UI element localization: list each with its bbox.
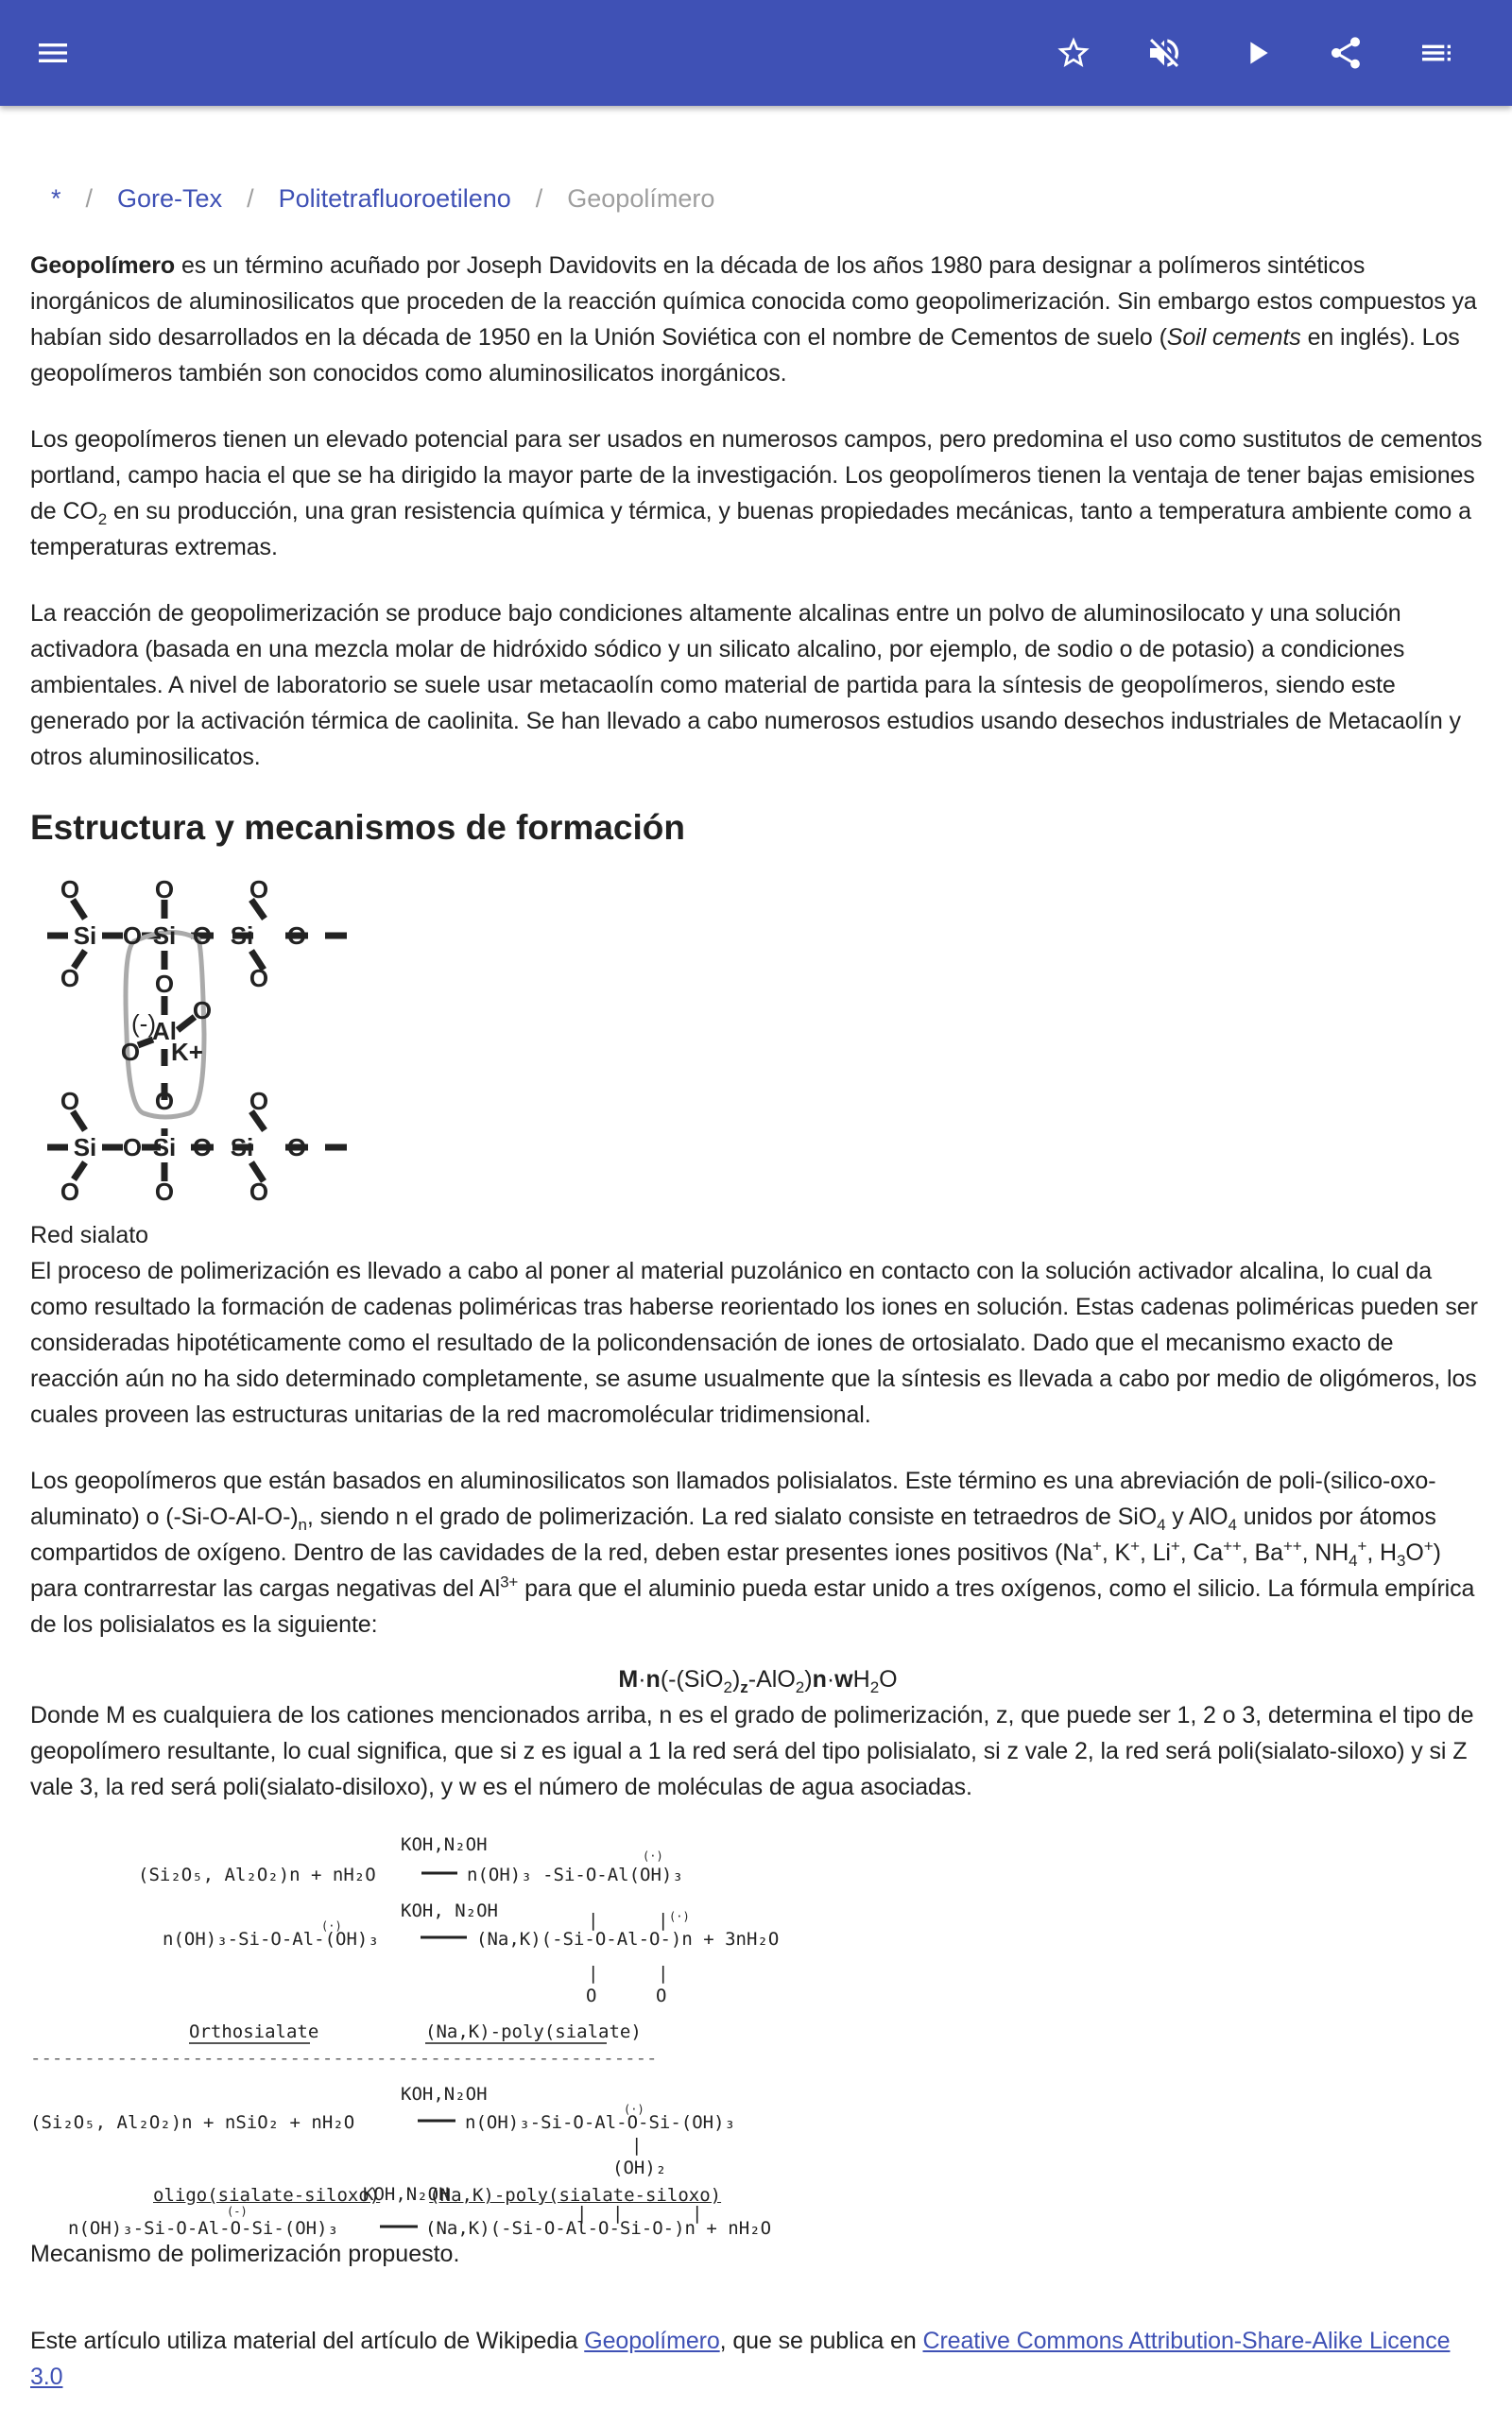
breadcrumb [30,170,1486,227]
svg-text:O: O [154,875,175,903]
favorite-button[interactable] [1047,26,1100,79]
breadcrumb-home[interactable]: * [51,183,61,213]
breadcrumb-politetrafluoroetileno[interactable]: Politetrafluoroetileno [278,183,511,213]
figure-caption-sialate: Red sialato [30,1222,149,1248]
menu-button[interactable] [26,26,79,79]
svg-text:O: O [192,1133,213,1161]
svg-text:O: O [656,1986,667,2006]
svg-text:(·): (·) [321,1919,342,1933]
empirical-formula: $M\cdot n(-(SiO_2)_z-AlO_2)n\cdot wH_2O$ [618,1666,898,1696]
svg-text:(·): (·) [624,2103,644,2116]
svg-text:O: O [586,1986,597,2006]
section-heading: Estructura y mecanismos de formación [30,808,685,847]
svg-text:O: O [154,1178,175,1206]
svg-text:O: O [249,964,269,992]
polysialate-paragraph: Los geopolímeros que están basados en aluminosilicatos son llamados polisialatos. Este término es una abreviación de poli-(silico-oxo-aluminato) o $(-Si-O-Al-O-)_n$, siendo n el grado de polimerización. La red sialato consiste en tetraedros de SiO$_4$ y AlO$_4$ unidos por átomos compartidos de oxígeno. Dentro de las cavidades de la red, deben estar presentes iones positivos (Na+, K+, Li+, Ca++, Ba++, $NH_4^+$, $H_3O^+$) para contrarrestar las cargas negativas del $Al^{3+}$ para que el aluminio pueda estar unido a tres oxígenos, como el silicio. La fórmula empírica de los polisialatos es la siguiente: [30,1468,1475,1638]
svg-text:Si: Si [230,921,254,950]
svg-text:O: O [120,1038,141,1066]
uses-paragraph: Los geopolímeros tienen un elevado potencial para ser usados en numerosos campos, pero predomina el uso como sustitutos de cementos portland, campo hacia el que se ha dirigido la mayor parte de la investigación. Los geopolímeros tienen la ventaja de tener bajas emisiones de $CO_2$ en su producción, una gran resistencia química y térmica, y buenas propiedades mecánicas, tanto a temperatura ambiente como a temperaturas extremas. [30,426,1483,560]
star-outline-icon [1055,34,1092,72]
svg-text:(·): (·) [669,1910,690,1923]
play-button[interactable] [1230,26,1283,79]
svg-text:|: | [588,1963,599,1984]
play-icon [1238,34,1276,72]
mute-button[interactable] [1138,26,1191,79]
volume-off-icon [1145,34,1183,72]
toc-icon [1418,34,1455,72]
svg-text:O: O [286,1133,307,1161]
breadcrumb-separator: / [247,183,254,213]
license-link[interactable]: Creative Commons Attribution-Share-Alike Licence 3.0 [30,2328,1451,2390]
svg-text:|: | [692,2203,703,2224]
svg-text:O: O [192,996,213,1024]
svg-text:O: O [122,1133,143,1161]
svg-text:KOH, N₂OH: KOH, N₂OH [401,1900,498,1921]
svg-text:n(OH)₃-Si-O-Al-O-Si-(OH)₃: n(OH)₃-Si-O-Al-O-Si-(OH)₃ [68,2218,338,2239]
svg-text:(Si₂O₅, Al₂O₂)n + nH₂O: (Si₂O₅, Al₂O₂)n + nH₂O [138,1865,376,1885]
article-content [30,106,1486,2425]
share-icon [1327,34,1365,72]
wikipedia-article-link[interactable]: Geopolímero [584,2328,720,2354]
formula-explanation-paragraph: Donde M es cualquiera de los cationes mencionados arriba, n es el grado de polimerización, z, que puede ser 1, 2 o 3, determina el tipo de geopolímero resultante, lo cual significa, que si z es igual a 1 la red será del tipo polisialato, si z vale 2, la red será poli(sialato-siloxo) y si Z vale 3, la red será poli(sialato-disiloxo), y w es el número de moléculas de agua asociadas. [30,1702,1474,1800]
svg-text:O: O [192,921,213,950]
breadcrumb-current: Geopolímero [567,183,715,213]
svg-text:O: O [154,1087,175,1115]
article-term: Geopolímero [30,252,176,279]
svg-text:|: | [612,2203,624,2224]
svg-text:(-): (-) [131,1009,156,1038]
svg-text:(-): (-) [227,2205,248,2218]
breadcrumb-separator: / [85,183,94,213]
svg-text:Si: Si [152,1133,177,1161]
svg-text:(Na,K)(-Si-O-Al-O-Si-O-)n + nH: (Na,K)(-Si-O-Al-O-Si-O-)n + nH₂O [425,2218,772,2239]
attribution: Este artículo utiliza material del artículo de Wikipedia Geopolímero, que se publica en Creative Commons Attribution-Share-Alike Licence 3.0 [30,2328,1451,2390]
contents-button[interactable] [1410,26,1463,79]
reaction-paragraph: La reacción de geopolimerización se produce bajo condiciones altamente alcalinas entre un polvo de aluminosilocato y una solución activadora (basada en una mezcla molar de hidróxido sódico y un silicato alcalino, por ejemplo, de sodio o de potasio) a condiciones ambientales. A nivel de laboratorio se suele usar metacaolín como material de partida para la síntesis de geopolímeros, siendo este generado por la activación térmica de caolinita. Se han llevado a cabo numerosos estudios usando desechos industriales de Metacaolín y otros aluminosilicatos. [30,600,1461,770]
svg-text:O: O [60,964,80,992]
svg-text:Si: Si [152,921,177,950]
breadcrumb-gore-tex[interactable]: Gore-Tex [117,183,223,213]
svg-text:O: O [249,1087,269,1115]
svg-text:Si: Si [73,1133,97,1161]
svg-text:O: O [60,1087,80,1115]
intro-paragraph: Geopolímero es un término acuñado por Joseph Davidovits en la década de los años 1980 para designar a polímeros sintéticos inorgánicos de aluminosilicatos que proceden de la reacción química conocida como geopolimerización. Sin embargo estos compuestos ya habían sido desarrollados en la década de 1950 en la Unión Soviética con el nombre de Cementos de suelo (Soil cements en inglés). Los geopolímeros también son conocidos como aluminosilicatos inorgánicos. [30,252,1477,387]
share-button[interactable] [1319,26,1372,79]
svg-text:|: | [631,2135,643,2156]
svg-text:KOH,N₂OH: KOH,N₂OH [363,2184,450,2205]
figure-caption-mechanism: oligo(sialate-siloxo) (Na,K)-poly(sialate-siloxo) Mecanismo de polimerización propuesto. [30,2185,722,2267]
menu-icon [34,34,72,72]
svg-text:O: O [60,875,80,903]
svg-text:Orthosialate: Orthosialate [189,2021,319,2042]
svg-text:(Si₂O₅, Al₂O₂)n + nSiO₂ + nH₂O: (Si₂O₅, Al₂O₂)n + nSiO₂ + nH₂O [30,2112,355,2133]
svg-text:(Na,K)-poly(sialate): (Na,K)-poly(sialate) [425,2021,642,2042]
svg-text:|: | [658,1910,669,1931]
app-bar [0,0,1512,106]
svg-text:Al: Al [152,1017,177,1045]
svg-text:|: | [658,1963,669,1984]
svg-text:(Na,K)(-Si-O-Al-O-)n + 3nH₂O: (Na,K)(-Si-O-Al-O-)n + 3nH₂O [476,1929,780,1950]
svg-text:n(OH)₃-Si-O-Al-(OH)₃: n(OH)₃-Si-O-Al-(OH)₃ [163,1929,379,1950]
sialate-network-diagram [21,864,437,1213]
svg-text:O: O [249,1178,269,1206]
svg-text:(OH)₂: (OH)₂ [612,2158,667,2178]
svg-text:|: | [576,2203,588,2224]
svg-text:Si: Si [230,1133,254,1161]
svg-text:KOH,N₂OH: KOH,N₂OH [401,1834,488,1855]
svg-text:O: O [60,1178,80,1206]
svg-text:O: O [122,921,143,950]
svg-text:K+: K+ [171,1038,203,1066]
polymerization-paragraph: El proceso de polimerización es llevado a cabo al poner al material puzolánico en contacto con la solución activador alcalina, lo cual da como resultado la formación de cadenas poliméricas tras haberse reorientado los iones en solución. Estas cadenas poliméricas pueden ser consideradas hipotéticamente como el resultado de la policondensación de iones de ortosialato. Dado que el mecanismo exacto de reacción aún no ha sido determinado completamente, se asume usualmente que la síntesis es llevada a cabo por medio de oligómeros, los cuales proveen las estructuras unitarias de la red macromolécular tridimensional. [30,1258,1478,1428]
svg-text:O: O [249,875,269,903]
breadcrumb-separator: / [535,183,543,213]
svg-text:|: | [588,1910,599,1931]
svg-text:KOH,N₂OH: KOH,N₂OH [401,2084,488,2105]
svg-text:(·): (·) [643,1849,663,1863]
svg-text:Si: Si [73,921,97,950]
svg-text:O: O [286,921,307,950]
svg-text:O: O [154,970,175,998]
svg-text:n(OH)₃ -Si-O-Al(OH)₃: n(OH)₃ -Si-O-Al(OH)₃ [467,1865,683,1885]
svg-text:------------------------------: ---------------------------------------------------------- [30,2048,658,2069]
svg-text:n(OH)₃-Si-O-Al-O-Si-(OH)₃: n(OH)₃-Si-O-Al-O-Si-(OH)₃ [465,2112,735,2133]
